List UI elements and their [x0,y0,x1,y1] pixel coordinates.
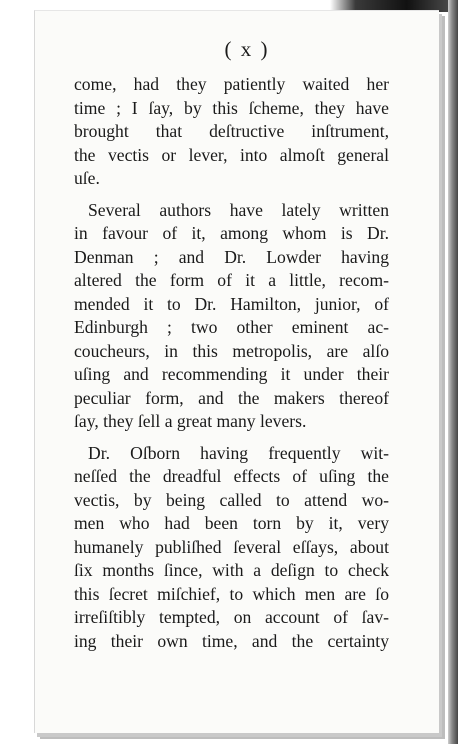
book-page [34,10,439,733]
paragraph-3 [74,442,389,654]
text-line: ing their own time, and the certainty [74,630,389,651]
body-text [74,73,389,653]
text-line: brought that deſtructive inſtrument, [74,121,389,141]
text-line: peculiar form, and the makers thereof [74,387,389,408]
text-line: this ſecret miſchief, to which men are ſo [74,583,389,604]
text-line: in favour of it, among whom is Dr. [74,223,389,243]
paragraph-2 [74,199,389,434]
text-line: men who had been torn by it, very [74,513,389,533]
scanner-edge-right [448,0,458,744]
text-line: Denman ; and Dr. Lowder having [74,246,389,267]
text-line: altered the form of it a little, recom- [74,270,389,290]
text-line: the vectis or lever, into almoſt general [74,144,389,165]
text-line: irreſiſtibly tempted, on account of ſav- [74,607,389,627]
text-line: ſix months ſince, with a deſign to check [74,560,389,580]
text-line: neſſed the dreadful effects of uſing the [74,466,389,486]
text-line: ſay, they ſell a great many levers. [74,411,307,431]
paragraph-1 [74,73,389,191]
text-line: come, had they patiently waited her [74,74,389,94]
text-line: uſe. [74,168,100,188]
text-line: Several authors have lately written [88,199,389,220]
page-number-header: ( x ) [224,37,270,61]
text-line: vectis, by being called to attend wo- [74,489,389,510]
text-line: coucheurs, in this metropolis, are alſo [74,340,389,361]
text-line: uſing and recommending it under their [74,364,389,384]
text-line: humanely publiſhed ſeveral eſſays, about [74,536,389,557]
text-line: time ; I ſay, by this ſcheme, they have [74,97,389,118]
text-line: Dr. Oſborn having frequently wit- [88,442,389,463]
text-line: mended it to Dr. Hamilton, junior, of [74,293,389,314]
text-line: Edinburgh ; two other eminent ac- [74,317,389,337]
